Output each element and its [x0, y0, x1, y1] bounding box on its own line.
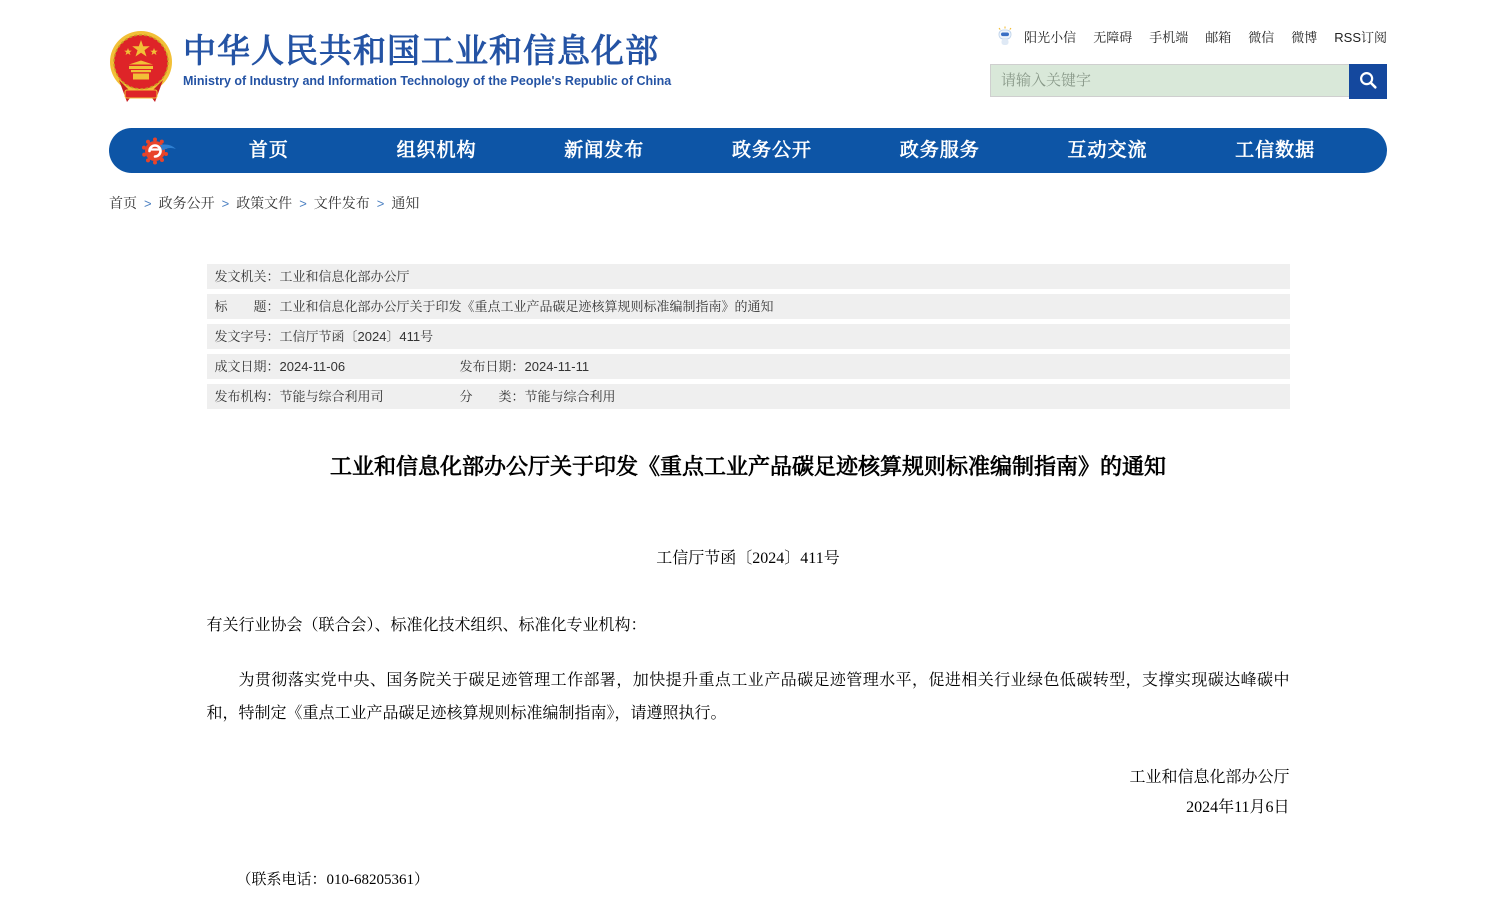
- meta-label: 发布日期：: [459, 359, 525, 374]
- breadcrumb-separator: >: [376, 196, 385, 211]
- meta-label: 标 题：: [214, 299, 280, 314]
- utility-link-sunshine[interactable]: 阳光小信: [1024, 29, 1077, 45]
- article: [207, 452, 1290, 889]
- nav-item-gov-disclosure[interactable]: 政务公开: [732, 140, 813, 161]
- main-navbar: [109, 128, 1387, 173]
- meta-label: 发布机构：: [214, 389, 280, 404]
- meta-row-dates: [207, 354, 1290, 379]
- article-contact: （联系电话：010-68205361）: [236, 872, 429, 889]
- nav-item-news[interactable]: 新闻发布: [564, 140, 645, 161]
- breadcrumb-notice[interactable]: 通知: [391, 195, 420, 211]
- meta-value: 工业和信息化部办公厅: [279, 269, 410, 284]
- site-subtitle: Ministry of Industry and Information Technology of the People's Republic of China: [183, 73, 672, 88]
- meta-value: 节能与综合利用司: [279, 389, 384, 404]
- meta-row-publisher-category: [207, 384, 1290, 409]
- site-title: 中华人民共和国工业和信息化部: [183, 32, 659, 69]
- site-brand: [109, 22, 671, 118]
- signature-org: 工业和信息化部办公厅: [1129, 768, 1290, 786]
- national-emblem-logo: [109, 28, 173, 104]
- nav-item-miit-data[interactable]: 工信数据: [1235, 140, 1316, 161]
- breadcrumb-policy-files[interactable]: 政策文件: [236, 195, 293, 211]
- utility-link-mail[interactable]: 邮箱: [1205, 29, 1232, 45]
- breadcrumb-separator: >: [299, 196, 307, 211]
- utility-link-rss[interactable]: RSS订阅: [1334, 29, 1387, 45]
- nav-item-gov-services[interactable]: 政务服务: [899, 140, 980, 161]
- meta-value: 2024-11-11: [524, 359, 590, 374]
- nav-item-home[interactable]: 首页: [248, 140, 289, 161]
- site-header: [109, 0, 1387, 118]
- document-meta-table: [207, 264, 1290, 409]
- meta-row-title: [207, 294, 1290, 319]
- breadcrumb-separator: >: [221, 196, 230, 211]
- search-input[interactable]: [990, 64, 1349, 97]
- utility-link-wechat[interactable]: 微信: [1248, 29, 1275, 45]
- article-doc-number: 工信厅节函〔2024〕411号: [656, 549, 840, 567]
- utility-link-weibo[interactable]: 微博: [1291, 29, 1318, 45]
- search-icon: [1357, 69, 1379, 94]
- breadcrumb: [109, 193, 1387, 213]
- nav-item-organization[interactable]: 组织机构: [396, 140, 477, 161]
- nav-items: [185, 128, 1359, 173]
- article-paragraph: 为贯彻落实党中央、国务院关于碳足迹管理工作部署，加快提升重点工业产品碳足迹管理水平，促进相关行业绿色低碳转型，支撑实现碳达峰碳中和，特制定《重点工业产品碳足迹核算规则标准编制指南》，请遵照执行。: [206, 671, 1290, 723]
- meta-value: 工业和信息化部办公厅关于印发《重点工业产品碳足迹核算规则标准编制指南》的通知: [279, 299, 774, 314]
- breadcrumb-home[interactable]: 首页: [109, 195, 137, 211]
- article-signature: [207, 763, 1290, 822]
- header-right: [987, 22, 1387, 118]
- meta-label: 成文日期：: [214, 359, 280, 374]
- utility-link-mobile[interactable]: 手机端: [1149, 29, 1189, 45]
- breadcrumb-separator: >: [144, 196, 152, 211]
- search-bar: [987, 64, 1387, 99]
- article-title: 工业和信息化部办公厅关于印发《重点工业产品碳足迹核算规则标准编制指南》的通知: [329, 454, 1166, 479]
- search-button[interactable]: [1349, 64, 1387, 99]
- meta-value: 工信厅节函〔2024〕411号: [279, 329, 434, 344]
- brand-text: [183, 22, 671, 88]
- meta-label: 分 类：: [459, 389, 525, 404]
- meta-label: 发文机关：: [214, 269, 280, 284]
- breadcrumb-file-release[interactable]: 文件发布: [313, 195, 370, 211]
- utility-links: [987, 26, 1387, 46]
- signature-date: 2024年11月6日: [1186, 798, 1290, 816]
- nav-item-interaction[interactable]: 互动交流: [1067, 140, 1148, 161]
- document-area: [207, 264, 1290, 889]
- chatbot-robot-icon[interactable]: [995, 26, 1015, 46]
- article-salutation: 有关行业协会（联合会）、标准化技术组织、标准化专业机构：: [206, 616, 647, 634]
- breadcrumb-gov-disclosure[interactable]: 政务公开: [158, 195, 215, 211]
- utility-link-accessibility[interactable]: 无障碍: [1093, 29, 1133, 45]
- meta-value: 2024-11-06: [279, 359, 346, 374]
- meta-row-doc-number: [207, 324, 1290, 349]
- miit-gear-logo-icon: [137, 135, 179, 167]
- meta-value: 节能与综合利用: [524, 389, 616, 404]
- meta-row-issuing-agency: [207, 264, 1290, 289]
- meta-label: 发文字号：: [214, 329, 280, 344]
